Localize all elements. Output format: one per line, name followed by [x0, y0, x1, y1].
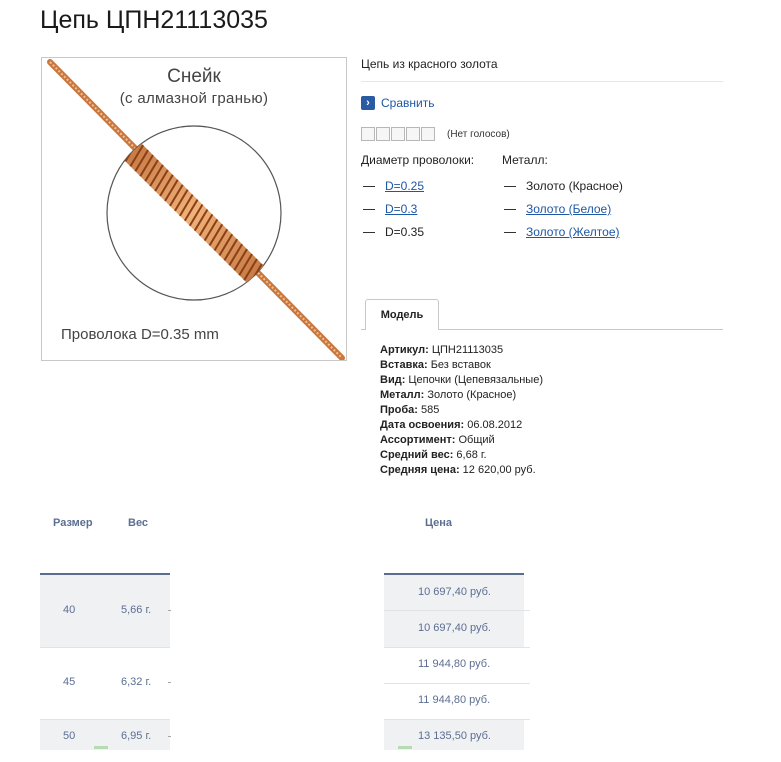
spec-key: Вид:	[380, 374, 406, 386]
rating-star-icon[interactable]	[421, 127, 435, 141]
metal-option-link[interactable]: Золото (Желтое)	[526, 225, 620, 239]
spec-row	[380, 388, 543, 403]
spec-key: Проба:	[380, 404, 418, 416]
dash	[504, 209, 516, 210]
table-cell-price: 13 135,50 руб.	[418, 730, 491, 742]
dash	[363, 186, 375, 187]
column-header-price[interactable]: Цена	[425, 517, 453, 529]
spec-key: Средняя цена:	[380, 464, 460, 476]
metal-heading: Металл:	[502, 153, 548, 167]
compare-button[interactable]	[361, 96, 434, 110]
spec-value: 12 620,00 руб.	[462, 464, 536, 476]
row-divider	[384, 683, 530, 684]
image-caption: Проволока D=0.35 mm	[61, 326, 219, 343]
spec-row	[380, 463, 543, 478]
spec-value: 585	[420, 404, 440, 416]
spec-key: Металл:	[380, 389, 425, 401]
spec-key: Дата освоения:	[380, 419, 465, 431]
table-cell-weight: 6,32 г.	[121, 676, 152, 688]
diameter-option-label: D=0.35	[385, 225, 425, 239]
spec-row	[380, 343, 543, 358]
column-header-weight[interactable]: Вес	[128, 517, 149, 529]
image-subtitle: (с алмазной гранью)	[119, 90, 269, 107]
spec-value: Цепочки (Цепевязальные)	[408, 374, 543, 386]
table-cell-price: 11 944,80 руб.	[418, 694, 491, 706]
tab-model[interactable]: Модель	[365, 299, 439, 330]
votes-count: (Нет голосов)	[447, 128, 510, 140]
row-divider	[384, 610, 530, 611]
rating	[361, 127, 510, 141]
table-cell-size: 40	[63, 604, 76, 616]
divider	[361, 81, 723, 82]
stock-indicator	[398, 746, 412, 749]
spec-value: 06.08.2012	[467, 419, 523, 431]
metal-option-selected	[504, 179, 623, 193]
spec-row	[380, 418, 543, 433]
spec-row	[380, 448, 543, 463]
table-cell-price: 10 697,40 руб.	[418, 622, 491, 634]
product-image[interactable]	[41, 57, 347, 361]
diameter-option-selected	[363, 225, 424, 239]
row-divider	[40, 647, 170, 648]
spec-row	[380, 403, 543, 418]
row-divider	[384, 647, 530, 648]
rating-star-icon[interactable]	[361, 127, 375, 141]
chevron-right-icon: ›	[361, 96, 375, 110]
compare-label: Сравнить	[381, 96, 435, 110]
spec-row	[380, 433, 543, 448]
spec-row	[380, 373, 543, 388]
spec-value: 6,68 г.	[456, 449, 487, 461]
diameter-option[interactable]	[363, 179, 424, 193]
truncation-mark	[168, 610, 171, 611]
spec-row	[380, 358, 543, 373]
table-cell-price: 10 697,40 руб.	[418, 586, 491, 598]
metal-option-link[interactable]: Золото (Белое)	[526, 202, 612, 216]
metal-option[interactable]	[504, 225, 620, 239]
specs-list	[380, 343, 543, 478]
spec-key: Артикул:	[380, 344, 429, 356]
table-header-line	[384, 573, 524, 575]
page-title: Цепь ЦПН21113035	[40, 6, 268, 34]
diameter-heading: Диаметр проволоки:	[361, 153, 475, 167]
rating-star-icon[interactable]	[376, 127, 390, 141]
diameter-option-link[interactable]: D=0.3	[385, 202, 418, 216]
spec-value: ЦПН21113035	[431, 344, 504, 356]
row-divider	[384, 719, 530, 720]
table-cell-price: 11 944,80 руб.	[418, 658, 491, 670]
stock-indicator	[94, 746, 108, 749]
image-title: Снейк	[167, 66, 221, 87]
dash	[363, 232, 375, 233]
column-header-size[interactable]: Размер	[53, 517, 93, 529]
metal-option[interactable]	[504, 202, 611, 216]
truncation-mark	[168, 682, 171, 683]
spec-value: Общий	[458, 434, 495, 446]
rating-star-icon[interactable]	[391, 127, 405, 141]
row-divider	[40, 719, 170, 720]
table-cell-weight: 6,95 г.	[121, 730, 152, 742]
truncation-mark	[168, 736, 171, 737]
spec-key: Средний вес:	[380, 449, 454, 461]
dash	[363, 209, 375, 210]
spec-key: Ассортимент:	[380, 434, 456, 446]
dash	[504, 186, 516, 187]
rating-star-icon[interactable]	[406, 127, 420, 141]
spec-value: Золото (Красное)	[427, 389, 517, 401]
diameter-option[interactable]	[363, 202, 417, 216]
dash	[504, 232, 516, 233]
diameter-option-link[interactable]: D=0.25	[385, 179, 425, 193]
table-cell-size: 45	[63, 676, 76, 688]
spec-key: Вставка:	[380, 359, 428, 371]
table-cell-size: 50	[63, 730, 76, 742]
metal-option-label: Золото (Красное)	[526, 179, 623, 193]
product-description: Цепь из красного золота	[361, 57, 498, 71]
table-cell-weight: 5,66 г.	[121, 604, 152, 616]
spec-value: Без вставок	[430, 359, 491, 371]
table-header-line	[40, 573, 170, 575]
